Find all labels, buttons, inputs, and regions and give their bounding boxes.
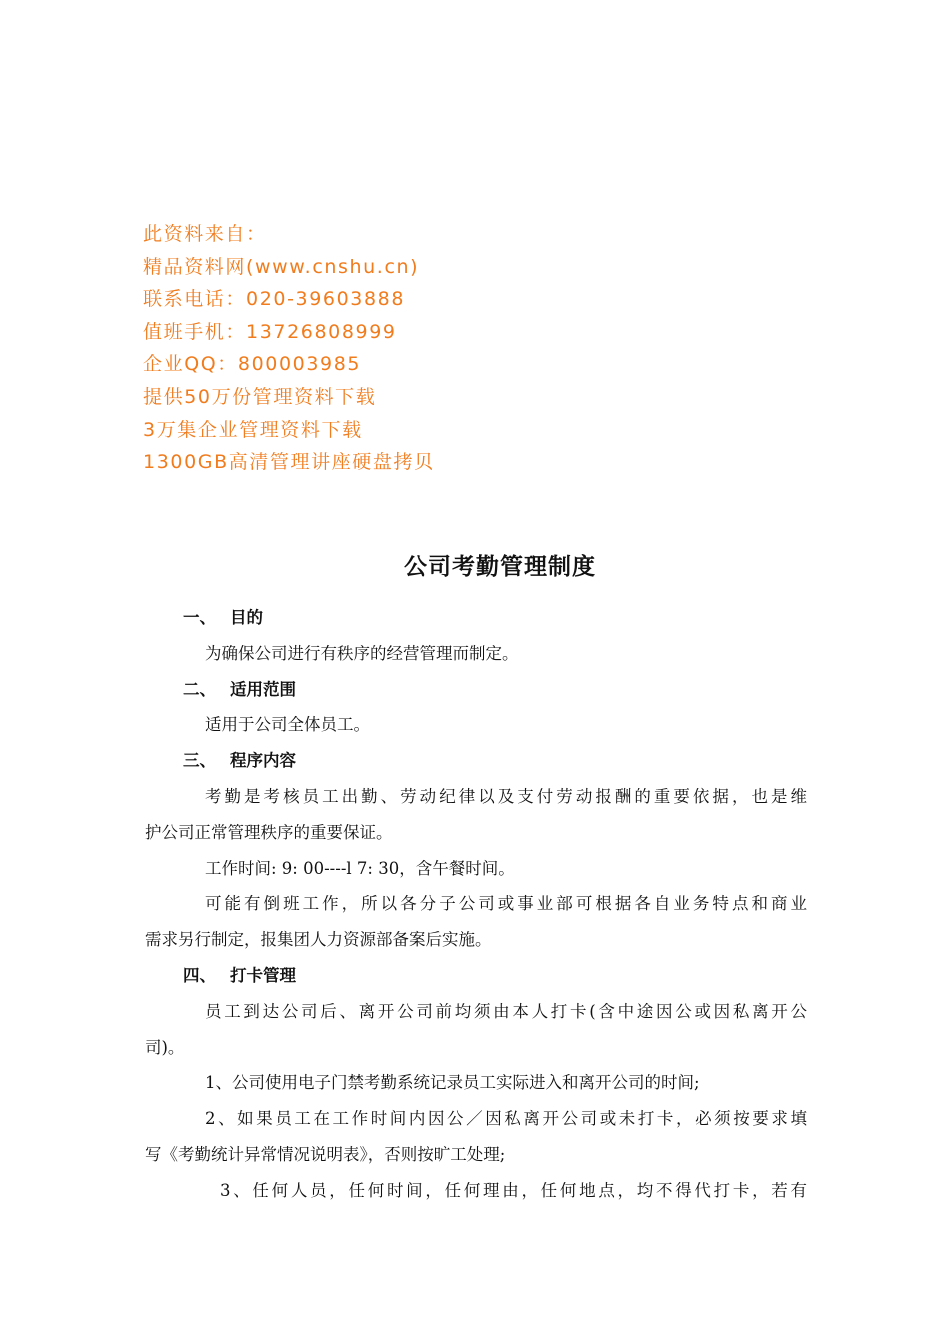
paragraph-line: 员工到达公司后、离开公司前均须由本人打卡(含中途因公或因私离开公 <box>205 1001 807 1021</box>
paragraph: 适用于公司全体员工。 <box>205 715 370 735</box>
paragraph-line: 工作时间: 9: 00----l 7: 30，含午餐时间。 <box>205 858 515 878</box>
paragraph-line: 写《考勤统计异常情况说明表》，否则按旷工处理; <box>145 1144 506 1164</box>
promo-block <box>143 218 435 479</box>
promo-line: 联系电话：020-39603888 <box>143 288 406 311</box>
section-title: 适用范围 <box>230 679 296 699</box>
promo-line: 企业QQ：800003985 <box>143 353 362 376</box>
promo-line: 3万集企业管理资料下载 <box>143 418 363 441</box>
section-heading-purpose <box>145 600 807 636</box>
section-heading-scope <box>145 672 807 708</box>
section-number: 四、 <box>183 965 216 985</box>
section-number: 一、 <box>183 608 216 627</box>
promo-line: 提供50万份管理资料下载 <box>143 385 377 408</box>
list-item: 3、任何人员，任何时间，任何理由，任何地点，均不得代打卡，若有 <box>220 1180 807 1200</box>
section-heading-procedure <box>145 743 807 779</box>
paragraph: 为确保公司进行有秩序的经营管理而制定。 <box>205 643 519 663</box>
promo-line: 1300GB高清管理讲座硬盘拷贝 <box>143 451 435 474</box>
paragraph-line: 需求另行制定，报集团人力资源部备案后实施。 <box>145 930 492 950</box>
paragraph-line: 可能有倒班工作，所以各分子公司或事业部可根据各自业务特点和商业 <box>205 894 807 914</box>
section-title: 打卡管理 <box>230 965 296 985</box>
list-item: 2、如果员工在工作时间内因公／因私离开公司或未打卡，必须按要求填 <box>205 1109 807 1129</box>
paragraph-line: 司)。 <box>145 1037 185 1057</box>
paragraph-line: 考勤是考核员工出勤、劳动纪律以及支付劳动报酬的重要依据，也是维 <box>205 786 807 806</box>
document-body <box>145 600 807 1209</box>
promo-line: 精品资料网(www.cnshu.cn) <box>143 255 420 278</box>
section-heading-clock-in <box>145 958 807 994</box>
list-item: 1、公司使用电子门禁考勤系统记录员工实际进入和离开公司的时间; <box>205 1073 700 1093</box>
section-title: 程序内容 <box>230 751 296 771</box>
promo-line: 值班手机：13726808999 <box>143 320 397 343</box>
document-title: 公司考勤管理制度 <box>404 553 596 580</box>
section-number: 三、 <box>183 751 216 771</box>
paragraph-line: 护公司正常管理秩序的重要保证。 <box>145 822 393 842</box>
section-number: 二、 <box>183 679 216 699</box>
section-title: 目的 <box>230 608 263 627</box>
promo-line: 此资料来自： <box>143 223 267 245</box>
